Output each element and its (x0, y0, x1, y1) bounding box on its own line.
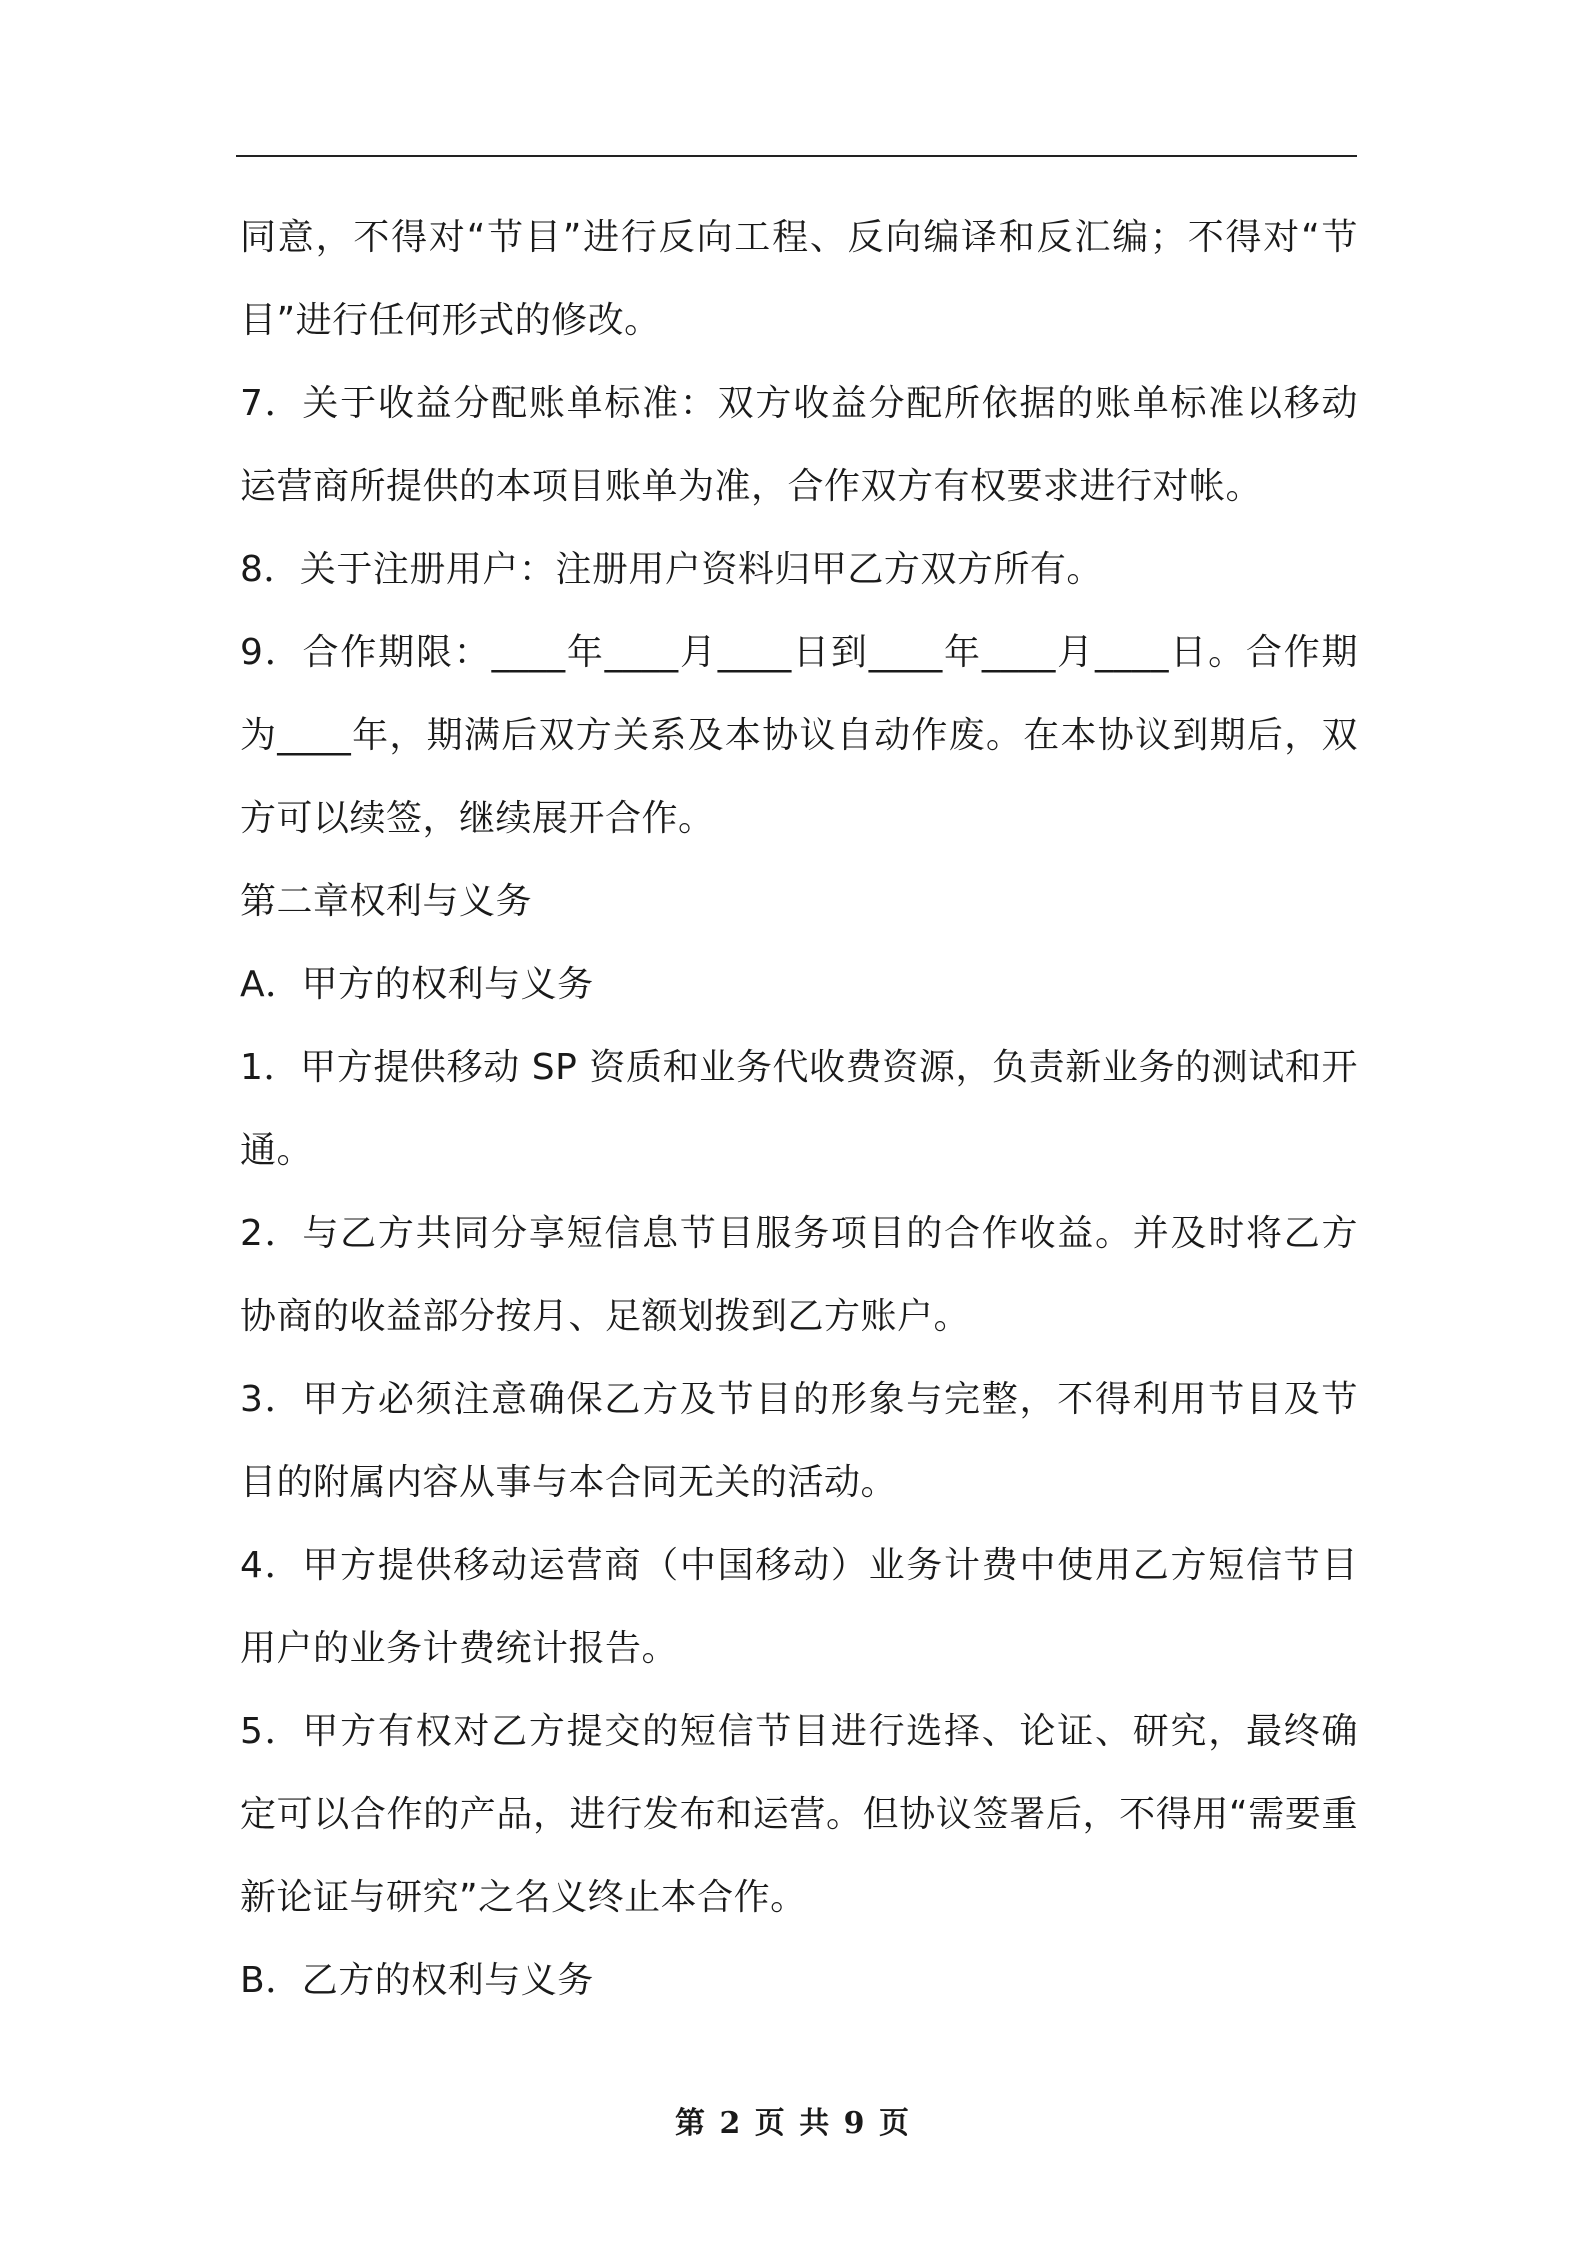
paragraph-a-2: 2．与乙方共同分享短信息节目服务项目的合作收益。并及时将乙方协商的收益部分按月、足额划拨到乙方账户。 (240, 1213, 1358, 1337)
chapter-heading: 第二章权利与义务 (240, 881, 533, 922)
paragraph-clause-6-continued: 同意，不得对“节目”进行反向工程、反向编译和反汇编；不得对“节目”进行任何形式的修改。 (240, 217, 1358, 341)
page-number-footer: 第 2 页 共 9 页 (675, 2106, 911, 2141)
paragraph-clause-9: 9．合作期限：____年____月____日到____年____月____日。合作期为____年，期满后双方关系及本协议自动作废。在本协议到期后，双方可以续签，继续展开合作。 (240, 632, 1358, 839)
paragraph-a-5: 5．甲方有权对乙方提交的短信节目进行选择、论证、研究，最终确定可以合作的产品，进行发布和运营。但协议签署后，不得用“需要重新论证与研究”之名义终止本合作。 (240, 1711, 1358, 1918)
document-body (240, 196, 1358, 2022)
section-heading-b: B．乙方的权利与义务 (240, 1960, 594, 2001)
section-heading-a: A．甲方的权利与义务 (240, 964, 594, 1005)
header-rule (236, 155, 1357, 157)
paragraph-clause-8: 8．关于注册用户：注册用户资料归甲乙方双方所有。 (240, 549, 1103, 590)
paragraph-clause-7: 7．关于收益分配账单标准：双方收益分配所依据的账单标准以移动运营商所提供的本项目账单为准，合作双方有权要求进行对帐。 (240, 383, 1358, 507)
paragraph-a-1: 1．甲方提供移动 SP 资质和业务代收费资源，负责新业务的测试和开通。 (240, 1047, 1358, 1171)
paragraph-a-3: 3．甲方必须注意确保乙方及节目的形象与完整，不得利用节目及节目的附属内容从事与本合同无关的活动。 (240, 1379, 1358, 1503)
paragraph-a-4: 4．甲方提供移动运营商（中国移动）业务计费中使用乙方短信节目用户的业务计费统计报告。 (240, 1545, 1358, 1669)
